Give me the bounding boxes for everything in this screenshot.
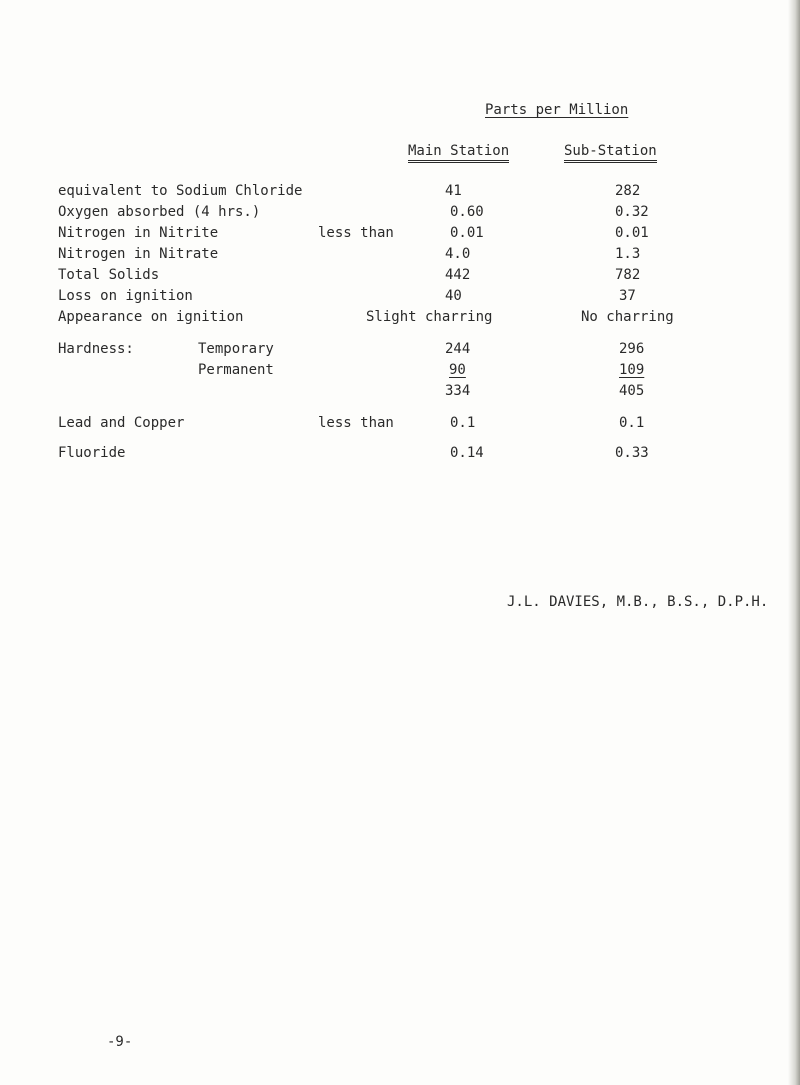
lead-copper-qualifier: less than: [318, 415, 394, 431]
hardness-temporary-label: Temporary: [198, 341, 274, 357]
main-value: 4.0: [445, 246, 471, 262]
hardness-permanent-label: Permanent: [198, 362, 274, 378]
row-label: Nitrogen in Nitrite: [58, 225, 219, 241]
main-value: 0.01: [450, 225, 484, 241]
row-label: Total Solids: [58, 267, 160, 283]
row-label: Loss on ignition: [58, 288, 193, 304]
heading-text: Parts per Million: [485, 102, 629, 118]
sub-hardness-permanent-value: 109: [619, 362, 645, 378]
main-hardness-temporary: 244: [445, 341, 471, 357]
sub-value: 1.3: [615, 246, 641, 262]
main-hardness-permanent-value: 90: [449, 362, 466, 378]
sub-value: No charring: [581, 309, 674, 325]
row-label: Nitrogen in Nitrate: [58, 246, 219, 262]
main-station-heading: Main Station: [408, 144, 509, 163]
parts-per-million-heading: [485, 102, 628, 118]
sub-value: 0.01: [615, 225, 649, 241]
main-value: 0.60: [450, 204, 484, 220]
sub-lead-copper: 0.1: [619, 415, 645, 431]
fluoride-label: Fluoride: [58, 445, 126, 461]
row-label: Appearance on ignition: [58, 309, 244, 325]
page-number: -9-: [107, 1034, 133, 1050]
main-hardness-total: 334: [445, 383, 471, 399]
main-value: 442: [445, 267, 471, 283]
main-hardness-permanent: [445, 362, 470, 378]
sub-value: 282: [615, 183, 641, 199]
lead-copper-label: Lead and Copper: [58, 415, 185, 431]
main-lead-copper: 0.1: [450, 415, 476, 431]
hardness-label: Hardness:: [58, 341, 134, 357]
row-label: Oxygen absorbed (4 hrs.): [58, 204, 261, 220]
sub-hardness-permanent: [619, 362, 644, 378]
row-qualifier: less than: [318, 225, 394, 241]
sub-station-heading: Sub-Station: [564, 144, 657, 163]
sub-hardness-total: 405: [619, 383, 645, 399]
sub-value: 0.32: [615, 204, 649, 220]
sub-value: 782: [615, 267, 641, 283]
row-label: equivalent to Sodium Chloride: [58, 183, 303, 199]
main-value: Slight charring: [366, 309, 493, 325]
page-edge-shadow: [788, 0, 800, 1085]
main-fluoride: 0.14: [450, 445, 484, 461]
sub-hardness-temporary: 296: [619, 341, 645, 357]
main-value: 41: [445, 183, 462, 199]
main-value: 40: [445, 288, 462, 304]
signature: J.L. DAVIES, M.B., B.S., D.P.H.: [507, 594, 769, 610]
sub-fluoride: 0.33: [615, 445, 649, 461]
sub-value: 37: [619, 288, 636, 304]
